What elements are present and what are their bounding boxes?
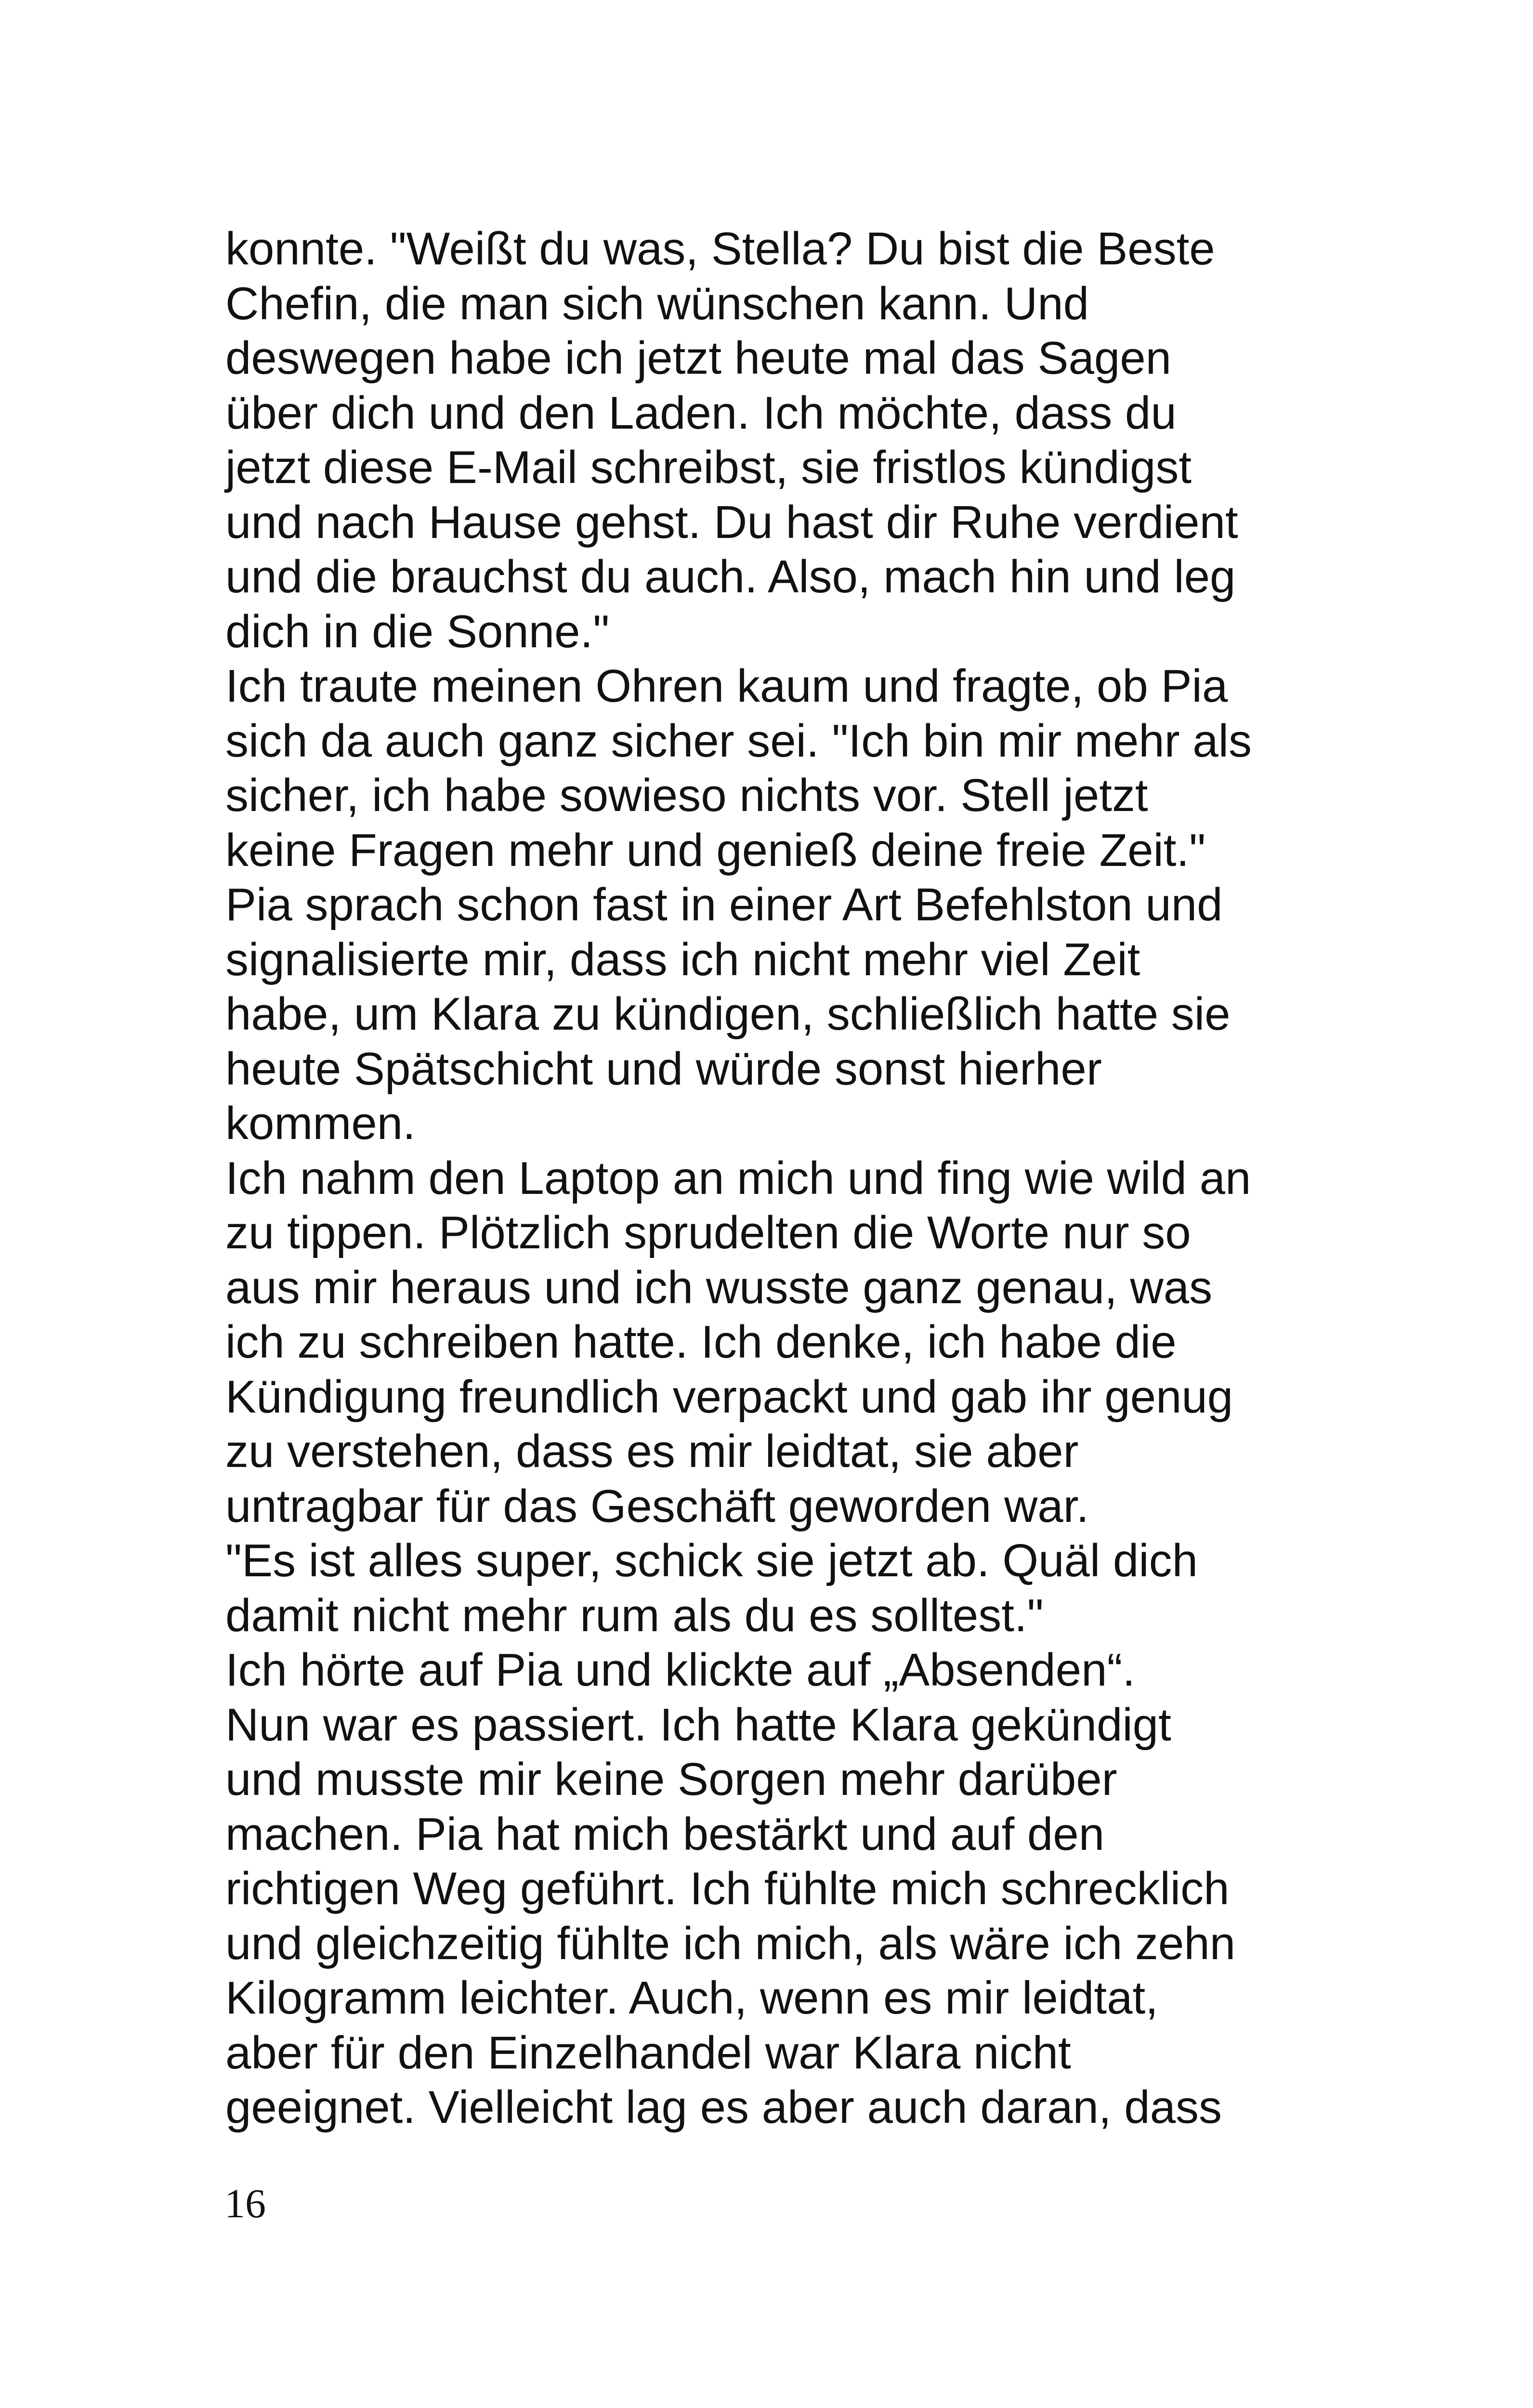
text-line: kommen. <box>225 1098 416 1149</box>
text-line: geeignet. Vielleicht lag es aber auch daran, dass <box>225 2081 1222 2133</box>
text-line: Nun war es passiert. Ich hatte Klara gekündigt <box>225 1699 1171 1751</box>
text-line: und die brauchst du auch. Also, mach hin und leg <box>225 551 1236 602</box>
text-line: Ich nahm den Laptop an mich und fing wie wild an <box>225 1152 1251 1204</box>
text-line: zu verstehen, dass es mir leidtat, sie aber <box>225 1426 1079 1477</box>
text-line: aus mir heraus und ich wusste ganz genau, was <box>225 1261 1213 1313</box>
text-line: "Es ist alles super, schick sie jetzt ab. Quäl dich <box>225 1535 1198 1586</box>
text-line: sicher, ich habe sowieso nichts vor. Stell jetzt <box>225 770 1148 821</box>
text-line: Kilogramm leichter. Auch, wenn es mir leidtat, <box>225 1972 1158 2024</box>
text-line: heute Spätschicht und würde sonst hierher <box>225 1043 1102 1095</box>
body-text <box>225 222 1348 2135</box>
text-line: zu tippen. Plötzlich sprudelten die Worte nur so <box>225 1207 1191 1258</box>
text-line: untragbar für das Geschäft geworden war. <box>225 1480 1089 1532</box>
text-line: deswegen habe ich jetzt heute mal das Sagen <box>225 332 1172 384</box>
text-line: aber für den Einzelhandel war Klara nicht <box>225 2027 1071 2079</box>
text-line: Chefin, die man sich wünschen kann. Und <box>225 277 1089 329</box>
text-line: Pia sprach schon fast in einer Art Befehlston und <box>225 879 1223 930</box>
text-line: konnte. "Weißt du was, Stella? Du bist die Beste <box>225 223 1215 275</box>
text-line: machen. Pia hat mich bestärkt und auf den <box>225 1808 1105 1860</box>
text-line: habe, um Klara zu kündigen, schließlich hatte sie <box>225 988 1231 1040</box>
text-line: und nach Hause gehst. Du hast dir Ruhe verdient <box>225 496 1238 548</box>
text-line: ich zu schreiben hatte. Ich denke, ich habe die <box>225 1316 1177 1368</box>
text-line: sich da auch ganz sicher sei. "Ich bin mir mehr als <box>225 715 1252 767</box>
text-line: über dich und den Laden. Ich möchte, dass du <box>225 387 1177 439</box>
text-line: signalisierte mir, dass ich nicht mehr viel Zeit <box>225 933 1140 985</box>
text-line: damit nicht mehr rum als du es solltest." <box>225 1589 1044 1641</box>
text-line: jetzt diese E-Mail schreibst, sie fristlos kündigst <box>225 442 1192 493</box>
page-number: 16 <box>224 2180 266 2226</box>
text-line: Ich hörte auf Pia und klickte auf „Absenden“. <box>225 1644 1136 1696</box>
text-line: dich in die Sonne." <box>225 605 610 657</box>
text-line: Ich traute meinen Ohren kaum und fragte, ob Pia <box>225 660 1228 712</box>
text-line: Kündigung freundlich verpackt und gab ihr genug <box>225 1371 1233 1423</box>
text-line: und gleichzeitig fühlte ich mich, als wäre ich zehn <box>225 1917 1236 1969</box>
text-line: und musste mir keine Sorgen mehr darüber <box>225 1754 1117 1805</box>
text-line: richtigen Weg geführt. Ich fühlte mich schrecklich <box>225 1863 1230 1914</box>
text-line: keine Fragen mehr und genieß deine freie Zeit." <box>225 824 1206 876</box>
